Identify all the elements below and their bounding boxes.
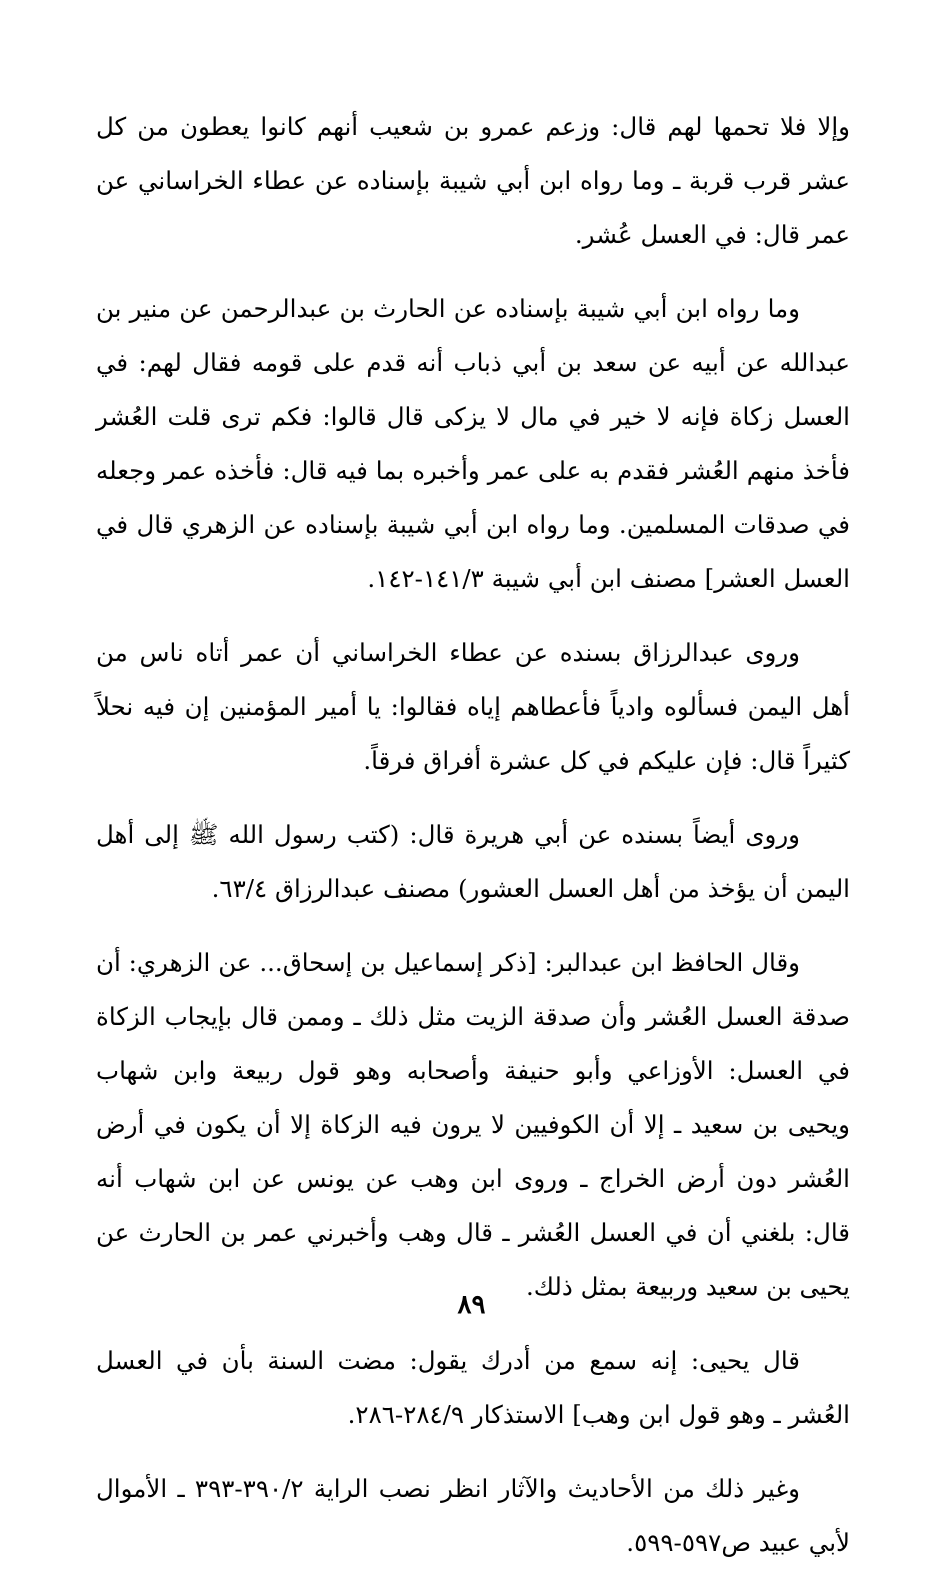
paragraph-6: قال يحيى: إنه سمع من أدرك يقول: مضت السنة بأن في العسل العُشر ـ وهو قول ابن وهب] الاستذكار ٢٨٤/٩-٢٨٦. (96, 1346, 850, 1429)
paragraph-4: وروى أيضاً بسنده عن أبي هريرة قال: (كتب رسول الله ﷺ إلى أهل اليمن أن يؤخذ من أهل العسل العشور) مصنف عبدالرزاق ٦٣/٤. (96, 820, 850, 903)
page-body (96, 100, 850, 1590)
paragraph-1: وإلا فلا تحمها لهم قال: وزعم عمرو بن شعيب أنهم كانوا يعطون من كل عشر قرب قربة ـ وما رواه ابن أبي شيبة بإسناده عن عطاء الخراساني عن عمر قال: في العسل عُشر. (96, 112, 851, 249)
paragraph-3: وروى عبدالرزاق بسنده عن عطاء الخراساني أن عمر أتاه ناس من أهل اليمن فسألوه وادياً فأعطاهم إياه فقالوا: يا أمير المؤمنين إن فيه نحلاً كثيراً قال: فإن عليكم في كل عشرة أفراق فرقاً. (96, 638, 850, 775)
paragraph-2: وما رواه ابن أبي شيبة بإسناده عن الحارث بن عبدالرحمن عن منير بن عبدالله عن أبيه عن سعد بن أبي ذباب أنه قدم على قومه فقال لهم: في العسل زكاة فإنه لا خير في مال لا يزكى قال قالوا: فكم ترى قلت العُشر فأخذ منهم العُشر فقدم به على عمر وأخبره بما فيه قال: فأخذه عمر وجعله في صدقات المسلمين. وما رواه ابن أبي شيبة بإسناده عن الزهري قال في العسل العشر] مصنف ابن أبي شيبة ١٤١/٣-١٤٢. (96, 294, 850, 593)
page-number: ٨٩ (457, 1290, 486, 1320)
paragraph-5: وقال الحافظ ابن عبدالبر: [ذكر إسماعيل بن إسحاق... عن الزهري: أن صدقة العسل العُشر وأن صدقة الزيت مثل ذلك ـ وممن قال بإيجاب الزكاة في العسل: الأوزاعي وأبو حنيفة وأصحابه وهو قول ربيعة وابن شهاب ويحيى بن سعيد ـ إلا أن الكوفيين لا يرون فيه الزكاة إلا أن يكون في أرض العُشر دون أرض الخراج ـ وروى ابن وهب عن يونس عن ابن شهاب أنه قال: بلغني أن في العسل العُشر ـ قال وهب وأخبرني عمر بن الحارث عن يحيى بن سعيد وربيعة بمثل ذلك. (96, 948, 850, 1301)
paragraph-7: وغير ذلك من الأحاديث والآثار انظر نصب الراية ٣٩٠/٢-٣٩٣ ـ الأموال لأبي عبيد ص٥٩٧-٥٩٩. (96, 1474, 850, 1557)
